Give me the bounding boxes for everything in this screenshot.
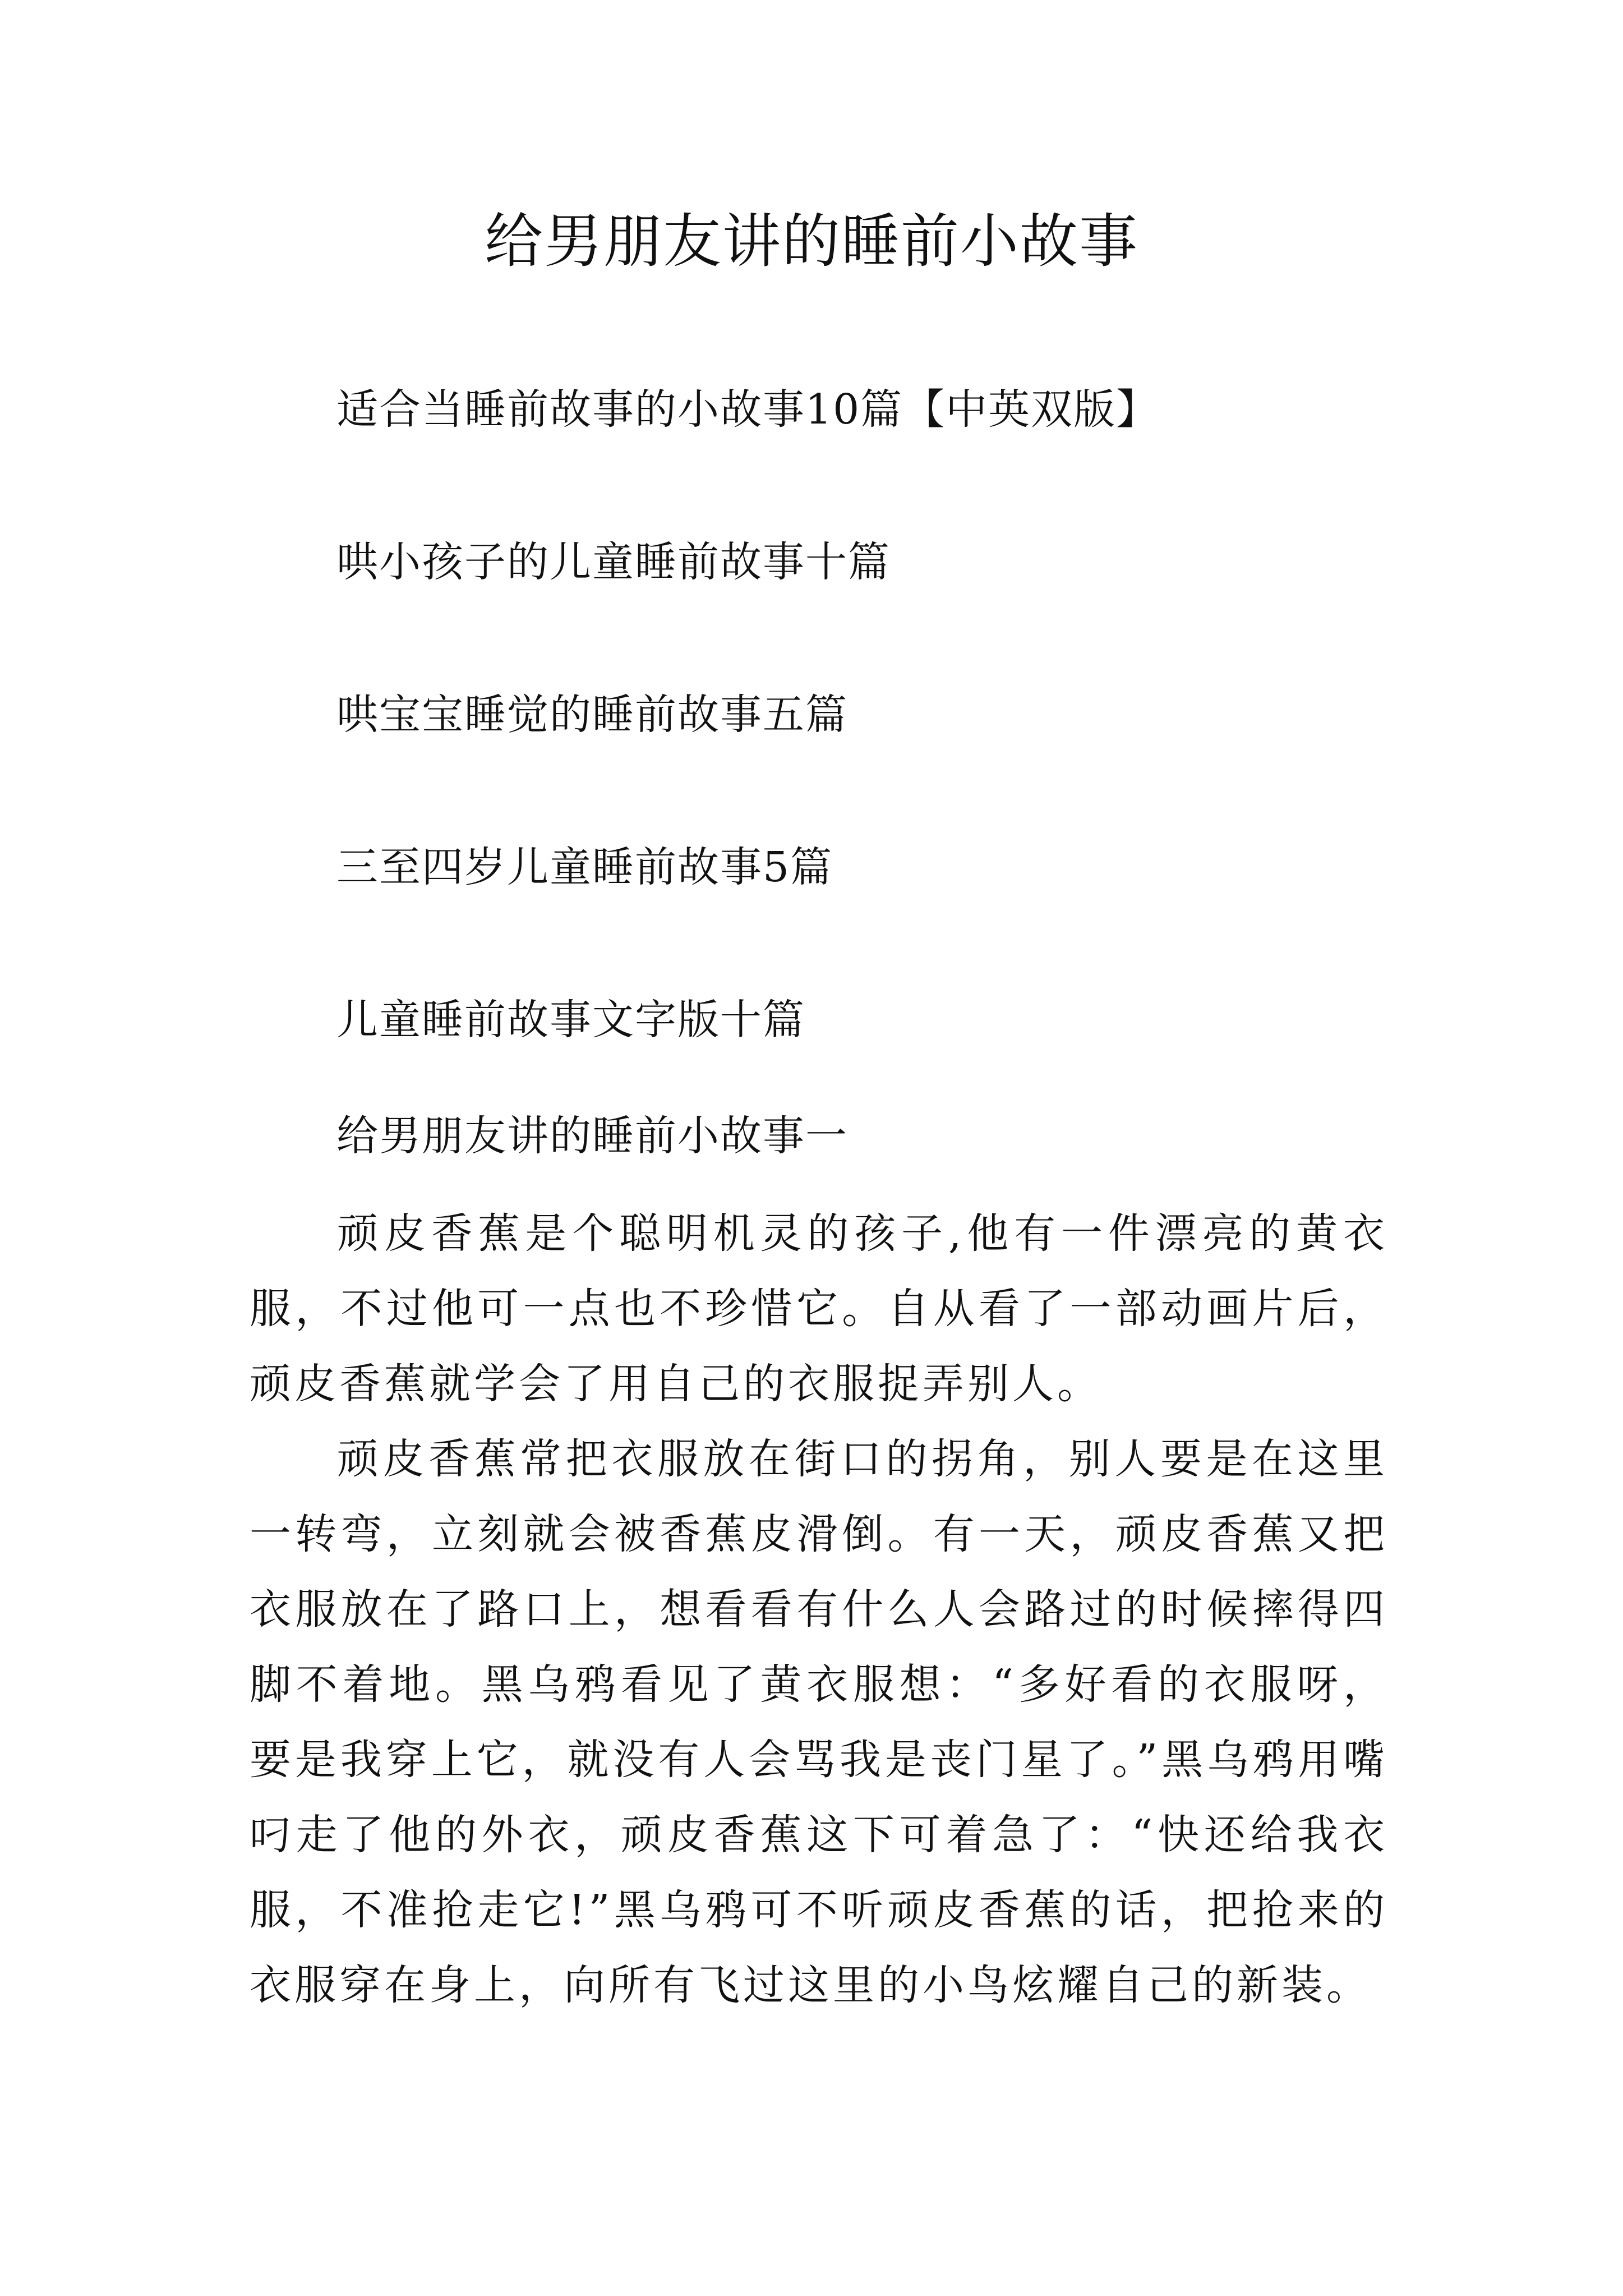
related-story-link[interactable]: 儿童睡前故事文字版十篇 [336, 996, 805, 1044]
related-story-link[interactable]: 适合当睡前故事的小故事10篇【中英双版】 [336, 385, 1159, 434]
section-heading: 给男朋友讲的睡前小故事一 [336, 1112, 848, 1160]
story-paragraph: 顽皮香蕉常把衣服放在街口的拐角，别人要是在这里一转弯，立刻就会被香蕉皮滑倒。有一天，顽皮香蕉又把衣服放在了路口上，想看看有什么人会路过的时候摔得四脚不着地。黑乌鸦看见了黄衣服想：“多好看的衣服呀，要是我穿上它，就没有人会骂我是丧门星了。”黑乌鸦用嘴叼走了他的外衣，顽皮香蕉这下可着急了：“快还给我衣服，不准抢走它!”黑乌鸦可不听顽皮香蕉的话，把抢来的衣服穿在身上，向所有飞过这里的小鸟炫耀自己的新装。 [250, 1435, 1388, 2009]
story-paragraph: 顽皮香蕉是个聪明机灵的孩子,他有一件漂亮的黄衣服，不过他可一点也不珍惜它。自从看了一部动画片后，顽皮香蕉就学会了用自己的衣服捉弄别人。 [250, 1209, 1388, 1408]
related-story-link[interactable]: 哄小孩子的儿童睡前故事十篇 [336, 538, 891, 586]
document-title: 给男朋友讲的睡前小故事 [484, 207, 1138, 275]
related-story-link[interactable]: 哄宝宝睡觉的睡前故事五篇 [336, 691, 848, 739]
story-body [250, 1196, 1388, 2023]
related-story-link[interactable]: 三至四岁儿童睡前故事5篇 [336, 843, 833, 891]
related-stories-list [336, 381, 1159, 1144]
